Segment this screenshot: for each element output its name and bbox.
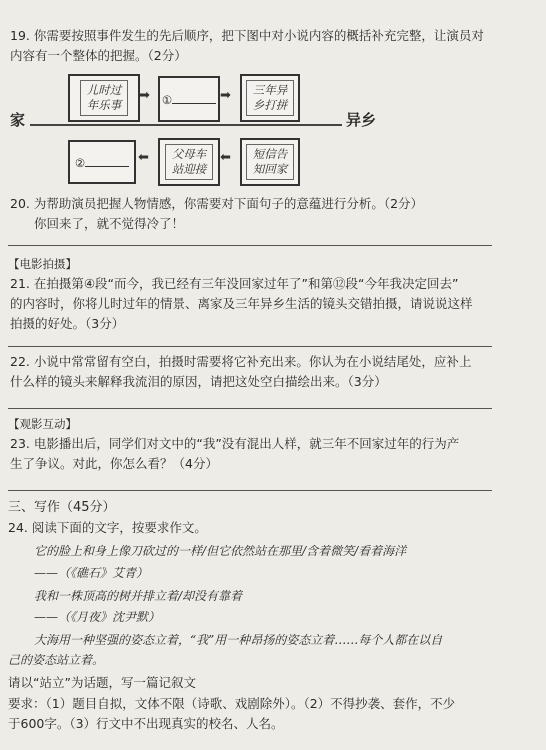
q23-line1: 23. 电影播出后，同学们对文中的“我”没有混出人样，就三年不回家过年的行为产	[10, 436, 460, 451]
answer-line-q20	[8, 245, 492, 246]
arrow-right-icon: ➡	[139, 88, 150, 103]
box5-line2: 站迎接	[171, 162, 207, 176]
section-film-heading: 【电影拍摄】	[8, 257, 77, 271]
answer-line-q21	[8, 346, 492, 347]
q24-poem1: 它的脸上和身上像刀砍过的一样/但它依然站在那里/含着微笑/看着海洋	[34, 544, 407, 558]
q24-req2: 于600字。（3）行文中不出现真实的校名、人名。	[8, 716, 284, 731]
q20-line1: 20. 为帮助演员把握人物情感，你需要对下面句子的意蕴进行分析。（2分）	[10, 196, 424, 211]
q24-para2: 己的姿态站立着。	[8, 653, 105, 667]
home-label: 家	[10, 111, 26, 129]
box2-number: ①	[161, 92, 173, 107]
section3-heading: 三、写作（45分）	[8, 500, 116, 515]
timeline-line	[30, 124, 342, 126]
q24-topic: 请以“站立”为话题，写一篇记叙文	[8, 675, 196, 690]
q24-req1: 要求：（1）题目自拟，文体不限（诗歌、戏剧除外）。（2）不得抄袭、套作，不少	[8, 696, 456, 711]
box4-number: ②	[74, 155, 86, 170]
q24-para1: 大海用一种坚强的姿态立着，“我”用一种昂扬的姿态立着……每个人都在以自	[34, 633, 443, 647]
arrow-left-icon: ⬅	[138, 150, 149, 165]
answer-line-q22	[8, 408, 492, 409]
abroad-label: 异乡	[346, 111, 377, 129]
diagram-box-5	[158, 138, 220, 186]
q20-quote: 你回来了，就不觉得冷了！	[34, 216, 185, 231]
box6-line2: 知回家	[252, 162, 288, 176]
q21-line1: 21. 在拍摄第④段“而今，我已经有三年没回家过年了”和第⑫段“今年我决定回去”	[10, 276, 459, 291]
answer-line-q23	[8, 490, 492, 491]
arrow-right-icon: ➡	[220, 88, 231, 103]
diagram-box-1	[68, 74, 140, 122]
q21-line3: 拍摄的好处。（3分）	[10, 316, 125, 331]
q22-line1: 22. 小说中常常留有空白，拍摄时需要将它补充出来。你认为在小说结尾处，应补上	[10, 354, 472, 369]
q19-line2: 内容有一个整体的把握。（2分）	[10, 48, 187, 63]
box5-line1: 父母车	[171, 147, 207, 161]
box2-blank	[172, 91, 216, 104]
q24-src1: ——（《礁石》艾青）	[34, 566, 149, 580]
q24-src2: ——（《月夜》沈尹默）	[34, 610, 161, 624]
q23-line2: 生了争议。对此，你怎么看？（4分）	[10, 456, 218, 471]
section-view-heading: 【观影互动】	[8, 417, 77, 431]
box3-line1: 三年异	[252, 83, 288, 97]
arrow-left-icon: ⬅	[220, 150, 231, 165]
diagram-box-4-blank	[68, 140, 136, 184]
box3-line2: 乡打拼	[252, 98, 288, 112]
diagram-box-3	[240, 74, 300, 122]
q22-line2: 什么样的镜头来解释我流泪的原因，请把这处空白描绘出来。（3分）	[10, 374, 387, 389]
diagram-box-2-blank	[158, 76, 220, 122]
q19-line1: 19. 你需要按照事件发生的先后顺序，把下图中对小说内容的概括补充完整，让演员对	[10, 28, 484, 43]
box1-line2: 年乐事	[86, 98, 122, 112]
box4-blank	[85, 154, 129, 167]
box6-line1: 短信告	[252, 147, 288, 161]
q21-line2: 的内容时，你将儿时过年的情景、离家及三年异乡生活的镜头交错拍摄，请说说这样	[10, 296, 473, 311]
box1-line1: 儿时过	[86, 83, 122, 97]
diagram-box-6	[240, 138, 300, 186]
q24-poem2: 我和一株顶高的树并排立着/却没有靠着	[34, 589, 243, 603]
q24-line1: 24. 阅读下面的文字，按要求作文。	[8, 520, 207, 535]
